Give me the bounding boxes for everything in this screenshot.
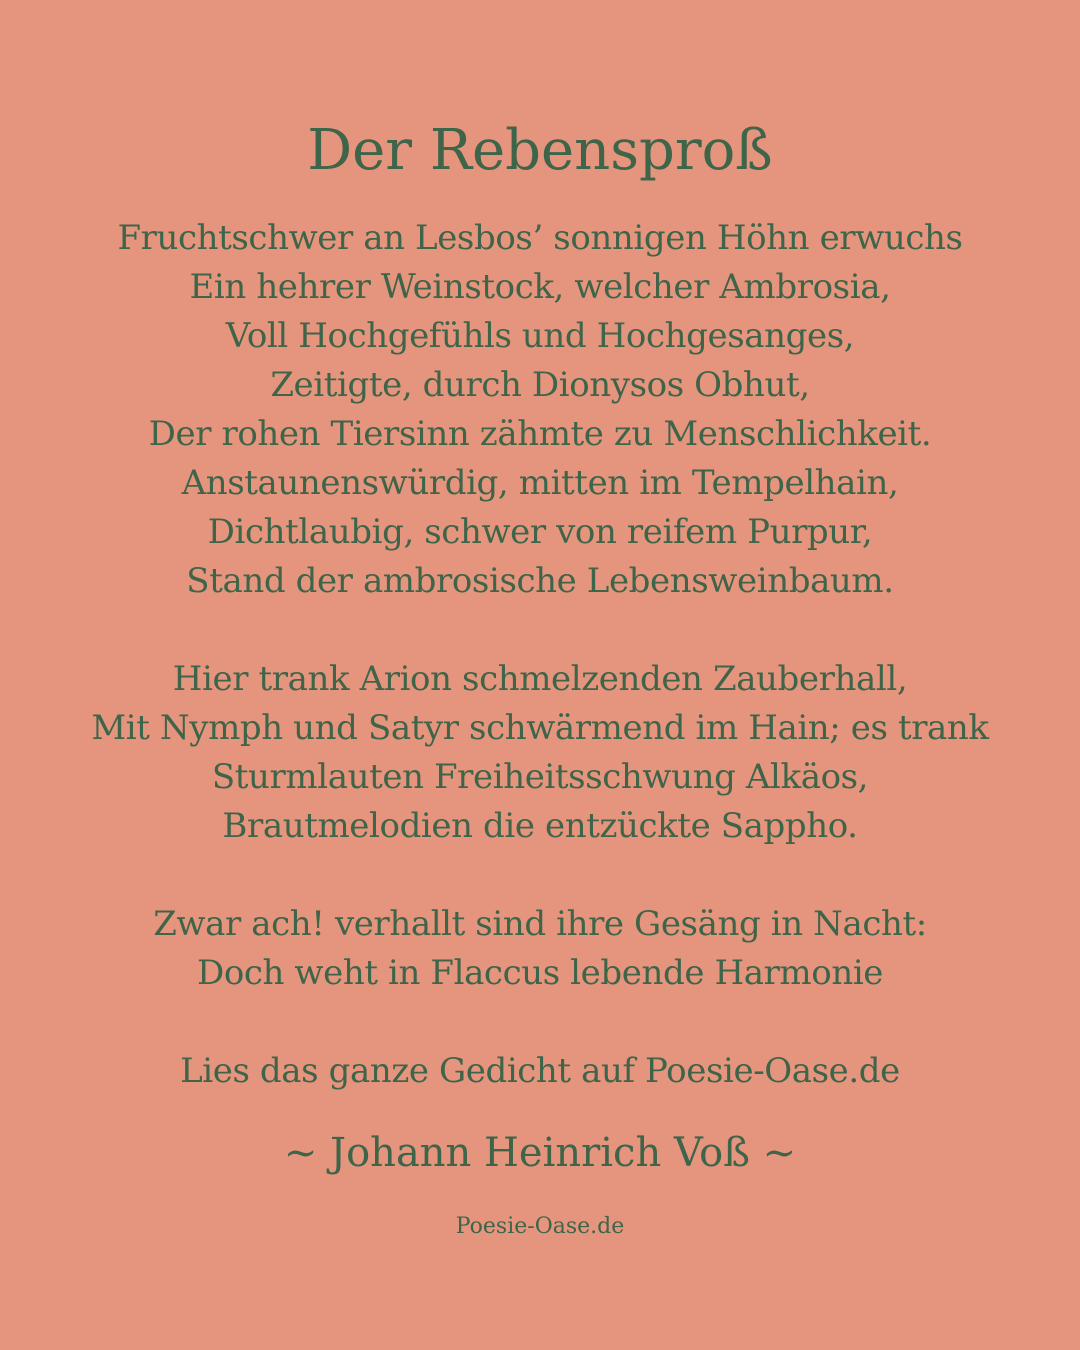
poem-line: Sturmlauten Freiheitsschwung Alkäos, (211, 757, 869, 797)
poem-line: Der rohen Tiersinn zähmte zu Menschlichkeit. (148, 414, 932, 454)
poem-line: Ein hehrer Weinstock, welcher Ambrosia, (189, 267, 891, 307)
poem-line: Zeitigte, durch Dionysos Obhut, (270, 365, 810, 405)
stanza-2 (0, 655, 1080, 851)
poem-line: Fruchtschwer an Lesbos’ sonnigen Höhn erwuchs (117, 218, 963, 258)
poem-line: Brautmelodien die entzückte Sappho. (222, 806, 858, 846)
poem-line: Anstaunenswürdig, mitten im Tempelhain, (181, 463, 899, 503)
stanza-3 (0, 900, 1080, 998)
read-more-text: Lies das ganze Gedicht auf Poesie-Oase.de (180, 1051, 900, 1091)
poem-title: Der Rebensproß (307, 118, 773, 183)
stanza-1 (0, 214, 1080, 606)
poem-line: Voll Hochgefühls und Hochgesanges, (225, 316, 855, 356)
poem-line: Dichtlaubig, schwer von reifem Purpur, (207, 512, 873, 552)
poem-line: Zwar ach! verhallt sind ihre Gesäng in Nacht: (153, 904, 927, 944)
poem-line: Mit Nymph und Satyr schwärmend im Hain; es trank (91, 708, 989, 748)
poem-line: Hier trank Arion schmelzenden Zauberhall, (172, 659, 908, 699)
poem-line: Stand der ambrosische Lebensweinbaum. (186, 561, 894, 601)
site-footer: Poesie-Oase.de (455, 1214, 625, 1239)
poem-body (0, 214, 1080, 1047)
poem-author: ~ Johann Heinrich Voß ~ (283, 1130, 797, 1176)
poem-line: Doch weht in Flaccus lebende Harmonie (196, 953, 884, 993)
